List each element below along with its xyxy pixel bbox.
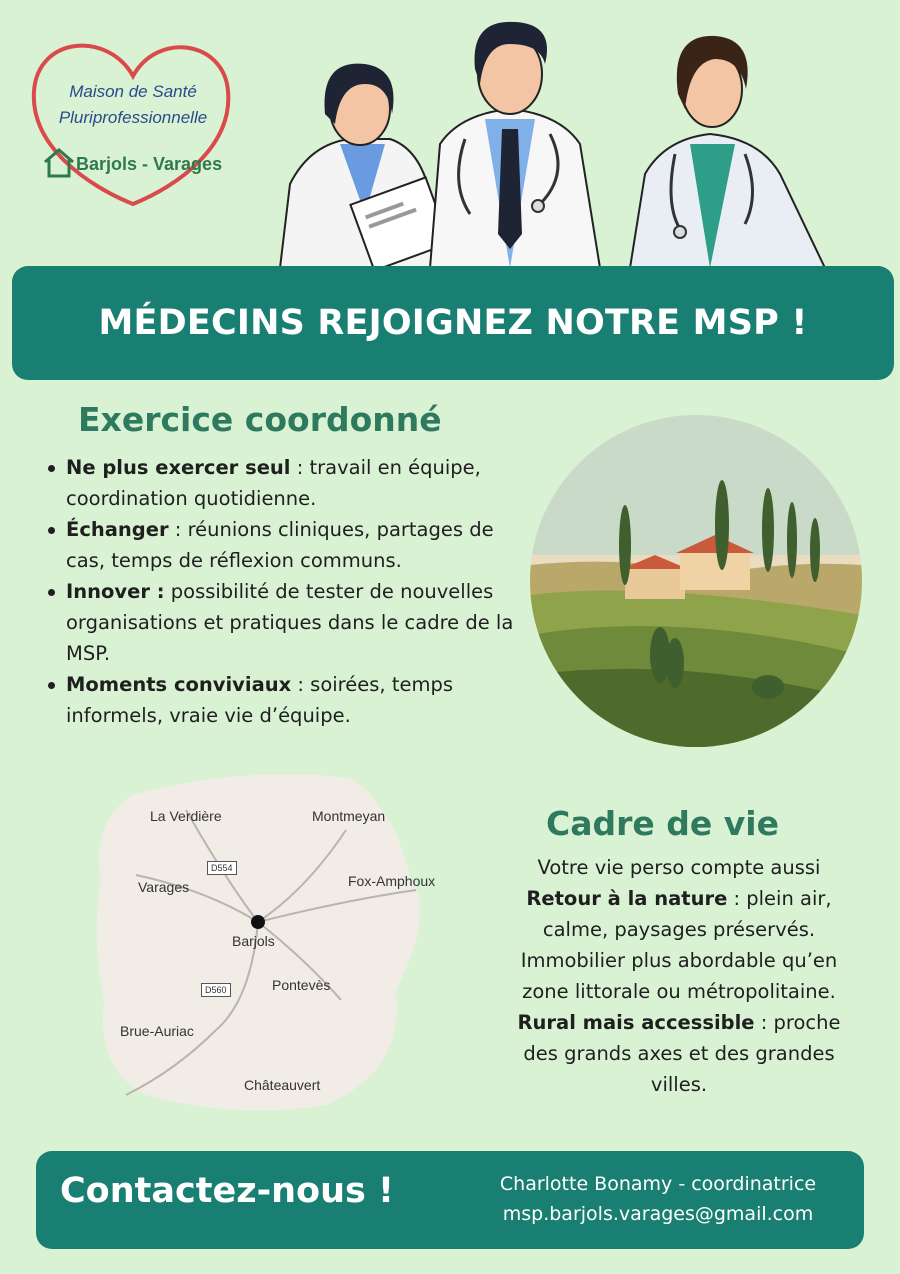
contact-email[interactable]: msp.barjols.varages@gmail.com [502, 1203, 814, 1225]
area-map [86, 770, 436, 1118]
barjols-marker-icon [251, 915, 265, 929]
cadre-span-b: : proche [754, 1011, 841, 1034]
cadre-line: villes. [650, 1073, 708, 1096]
list-item-bold: Innover : [66, 580, 165, 603]
msp-logo [28, 36, 238, 206]
map-label-pontevès: Pontevès [272, 977, 331, 993]
female-doctor-left-icon [280, 64, 450, 268]
map-label-barjols: Barjols [232, 933, 275, 949]
exercice-title: Exercice coordonné [78, 400, 442, 439]
cadre-span-a: : plein air, [727, 887, 832, 910]
header-banner [12, 266, 894, 380]
logo-line-1: Maison de Santé [69, 82, 197, 101]
list-item-text: possibilité de tester de nouvelles organisations et pratiques dans le cadre de la MSP. [66, 580, 514, 665]
list-item-text: : travail en équipe, coordination quotidienne. [66, 456, 481, 510]
map-label-varages: Varages [138, 879, 190, 895]
road-tag-d554: D554 [207, 861, 237, 875]
female-doctor-right-icon [630, 36, 825, 268]
male-doctor-middle-icon [430, 22, 600, 268]
landscape-illustration [530, 415, 862, 747]
list-item-bold: Moments conviviaux [66, 673, 292, 696]
list-item-text: : soirées, temps informels, vraie vie d’équipe. [66, 673, 453, 727]
cadre-bold: Retour à la nature [526, 887, 728, 910]
logo-location: Barjols - Varages [76, 154, 223, 174]
page-title: MÉDECINS REJOIGNEZ NOTRE MSP ! [98, 303, 808, 343]
list-item [44, 514, 524, 576]
list-item [44, 576, 524, 669]
contact-title: Contactez-nous ! [60, 1171, 394, 1211]
list-item [44, 452, 524, 514]
cadre-line: des grands axes et des grandes [523, 1042, 835, 1065]
map-label-fox-amphoux: Fox-Amphoux [348, 873, 436, 889]
cadre-line: Votre vie perso compte aussi [537, 856, 821, 879]
map-label-brue-auriac: Brue-Auriac [120, 1023, 194, 1039]
cadre-line: zone littorale ou métropolitaine. [522, 980, 836, 1003]
map-label-la-verdiere: La Verdière [150, 808, 222, 824]
map-label-montmeyan: Montmeyan [312, 808, 386, 824]
cadre-bold: Rural mais accessible [517, 1011, 755, 1034]
doctors-illustration [270, 14, 840, 268]
cadre-line: Immobilier plus abordable qu’en [520, 949, 838, 972]
contact-banner [36, 1151, 864, 1249]
contact-info [468, 1169, 848, 1229]
list-item-bold: Échanger [66, 518, 169, 541]
list-item [44, 669, 524, 731]
house-icon [42, 146, 76, 180]
cadre-line [474, 1007, 884, 1038]
map-label-chateauvert: Châteauvert [244, 1077, 321, 1093]
cadre-line [474, 883, 884, 914]
list-item-text: : réunions cliniques, partages de cas, temps de réflexion communs. [66, 518, 494, 572]
cadre-title: Cadre de vie [546, 804, 779, 843]
exercice-list [44, 452, 524, 731]
list-item-bold: Ne plus exercer seul [66, 456, 291, 479]
cadre-line: calme, paysages préservés. [542, 918, 816, 941]
contact-name: Charlotte Bonamy - coordinatrice [499, 1173, 817, 1195]
logo-line-2: Pluriprofessionnelle [58, 108, 208, 127]
road-tag-d560: D560 [201, 983, 231, 997]
cadre-text [474, 852, 884, 1100]
